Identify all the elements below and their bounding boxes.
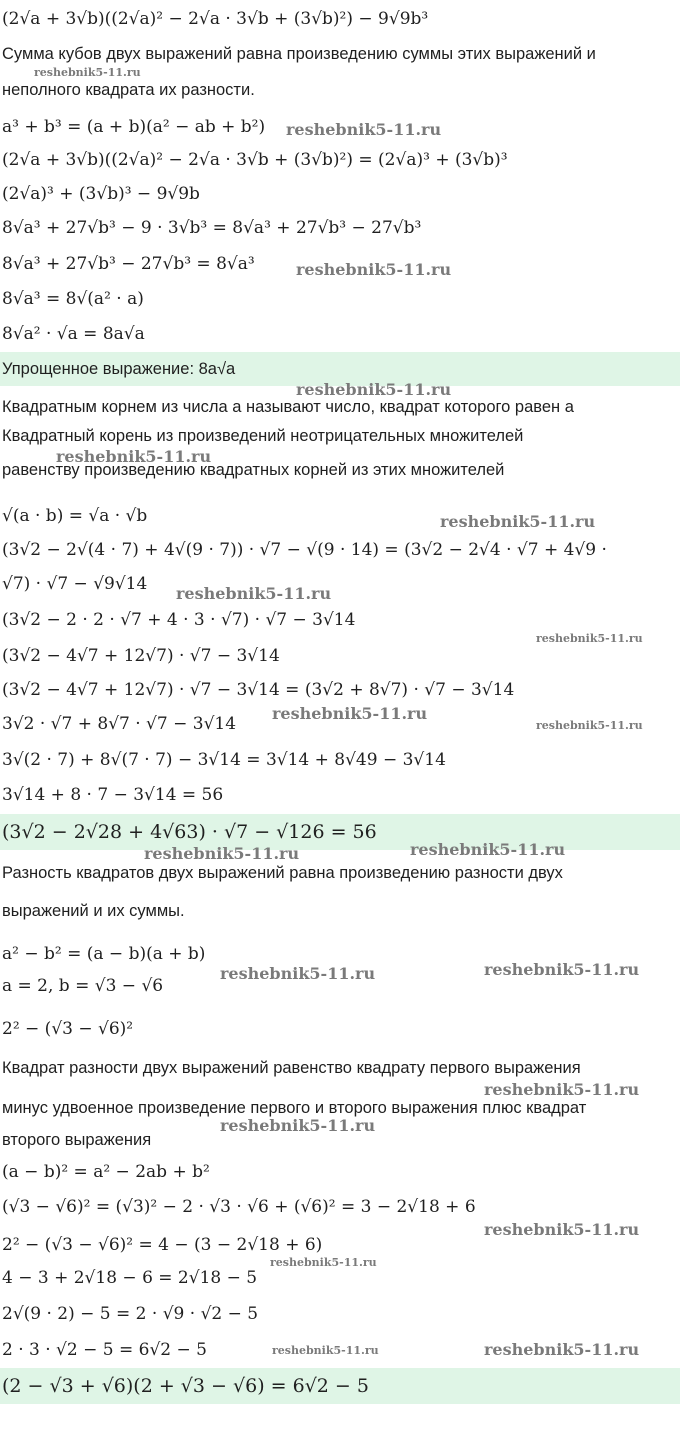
text-line: равенству произведению квадратных корней из этих множителей [2, 461, 505, 479]
text-line: второго выражения [2, 1131, 152, 1149]
watermark: reshebnik5-11.ru [296, 260, 452, 279]
watermark: reshebnik5-11.ru [272, 704, 428, 723]
problem-expression: (2√a + 3√b)((2√a)² − 2√a · 3√b + (3√b)²) − 9√9b³ [2, 9, 429, 29]
formula-line: 3√14 + 8 · 7 − 3√14 = 56 [2, 785, 224, 805]
text-line: Сумма кубов двух выражений равна произведению суммы этих выражений и [2, 45, 596, 63]
watermark: reshebnik5-11.ru [484, 960, 640, 979]
watermark: reshebnik5-11.ru [34, 66, 141, 79]
watermark: reshebnik5-11.ru [286, 120, 442, 139]
watermark: reshebnik5-11.ru [536, 632, 643, 645]
watermark: reshebnik5-11.ru [484, 1080, 640, 1099]
formula-line: 2√(9 · 2) − 5 = 2 · √9 · √2 − 5 [2, 1304, 259, 1324]
watermark: reshebnik5-11.ru [410, 840, 566, 859]
text-line: неполного квадрата их разности. [2, 81, 255, 99]
formula-line: 2² − (√3 − √6)² [2, 1019, 134, 1039]
formula-line: (3√2 − 4√7 + 12√7) · √7 − 3√14 [2, 646, 280, 666]
watermark: reshebnik5-11.ru [272, 1344, 379, 1357]
formula-line: (3√2 − 4√7 + 12√7) · √7 − 3√14 = (3√2 + 8√7) · √7 − 3√14 [2, 680, 515, 700]
formula-line: (2√a + 3√b)((2√a)² − 2√a · 3√b + (3√b)²) = (2√a)³ + (3√b)³ [2, 150, 508, 170]
answer-line: Упрощенное выражение: 8a√a [0, 352, 680, 386]
watermark: reshebnik5-11.ru [440, 512, 596, 531]
watermark: reshebnik5-11.ru [144, 844, 300, 863]
formula-line: 8√a³ + 27√b³ − 9 · 3√b³ = 8√a³ + 27√b³ − 27√b³ [2, 218, 422, 238]
formula-line: 8√a³ = 8√(a² · a) [2, 289, 144, 309]
formula-line: (3√2 − 2 · 2 · √7 + 4 · 3 · √7) · √7 − 3√14 [2, 610, 356, 630]
watermark: reshebnik5-11.ru [484, 1220, 640, 1239]
formula-line: 3√(2 · 7) + 8√(7 · 7) − 3√14 = 3√14 + 8√49 − 3√14 [2, 750, 446, 770]
text-line: Квадратный корень из произведений неотрицательных множителей [2, 427, 524, 445]
formula-line: 8√a² · √a = 8a√a [2, 324, 145, 344]
formula-line: 3√2 · √7 + 8√7 · √7 − 3√14 [2, 714, 237, 734]
watermark: reshebnik5-11.ru [176, 584, 332, 603]
answer-line: (2 − √3 + √6)(2 + √3 − √6) = 6√2 − 5 [0, 1368, 680, 1404]
formula-line: 2 · 3 · √2 − 5 = 6√2 − 5 [2, 1340, 207, 1360]
formula-line: a = 2, b = √3 − √6 [2, 976, 164, 996]
watermark: reshebnik5-11.ru [56, 447, 212, 466]
text-line: выражений и их суммы. [2, 902, 185, 920]
formula-line: 2² − (√3 − √6)² = 4 − (3 − 2√18 + 6) [2, 1235, 323, 1255]
formula-line: a² − b² = (a − b)(a + b) [2, 944, 206, 964]
watermark: reshebnik5-11.ru [220, 1116, 376, 1135]
formula-line: (3√2 − 2√(4 · 7) + 4√(9 · 7)) · √7 − √(9 · 14) = (3√2 − 2√4 · √7 + 4√9 · [2, 540, 607, 560]
watermark: reshebnik5-11.ru [536, 719, 643, 732]
text-line: минус удвоенное произведение первого и второго выражения плюс квадрат [2, 1099, 587, 1117]
text-line: Квадрат разности двух выражений равенство квадрату первого выражения [2, 1059, 581, 1077]
formula-line: 4 − 3 + 2√18 − 6 = 2√18 − 5 [2, 1268, 258, 1288]
text-line: Квадратным корнем из числа a называют число, квадрат которого равен a [2, 398, 574, 416]
watermark: reshebnik5-11.ru [270, 1256, 377, 1269]
formula-line: √7) · √7 − √9√14 [2, 574, 148, 594]
watermark: reshebnik5-11.ru [220, 964, 376, 983]
formula-line: (a − b)² = a² − 2ab + b² [2, 1162, 210, 1182]
answer-line: (3√2 − 2√28 + 4√63) · √7 − √126 = 56 [0, 814, 680, 850]
formula-line: √(a · b) = √a · √b [2, 506, 148, 526]
watermark: reshebnik5-11.ru [484, 1340, 640, 1359]
formula-line: a³ + b³ = (a + b)(a² − ab + b²) [2, 117, 266, 137]
text-line: Разность квадратов двух выражений равна произведению разности двух [2, 864, 563, 882]
watermark: reshebnik5-11.ru [296, 380, 452, 399]
formula-line: (2√a)³ + (3√b)³ − 9√9b [2, 184, 200, 204]
formula-line: (√3 − √6)² = (√3)² − 2 · √3 · √6 + (√6)² = 3 − 2√18 + 6 [2, 1197, 476, 1217]
formula-line: 8√a³ + 27√b³ − 27√b³ = 8√a³ [2, 254, 255, 274]
